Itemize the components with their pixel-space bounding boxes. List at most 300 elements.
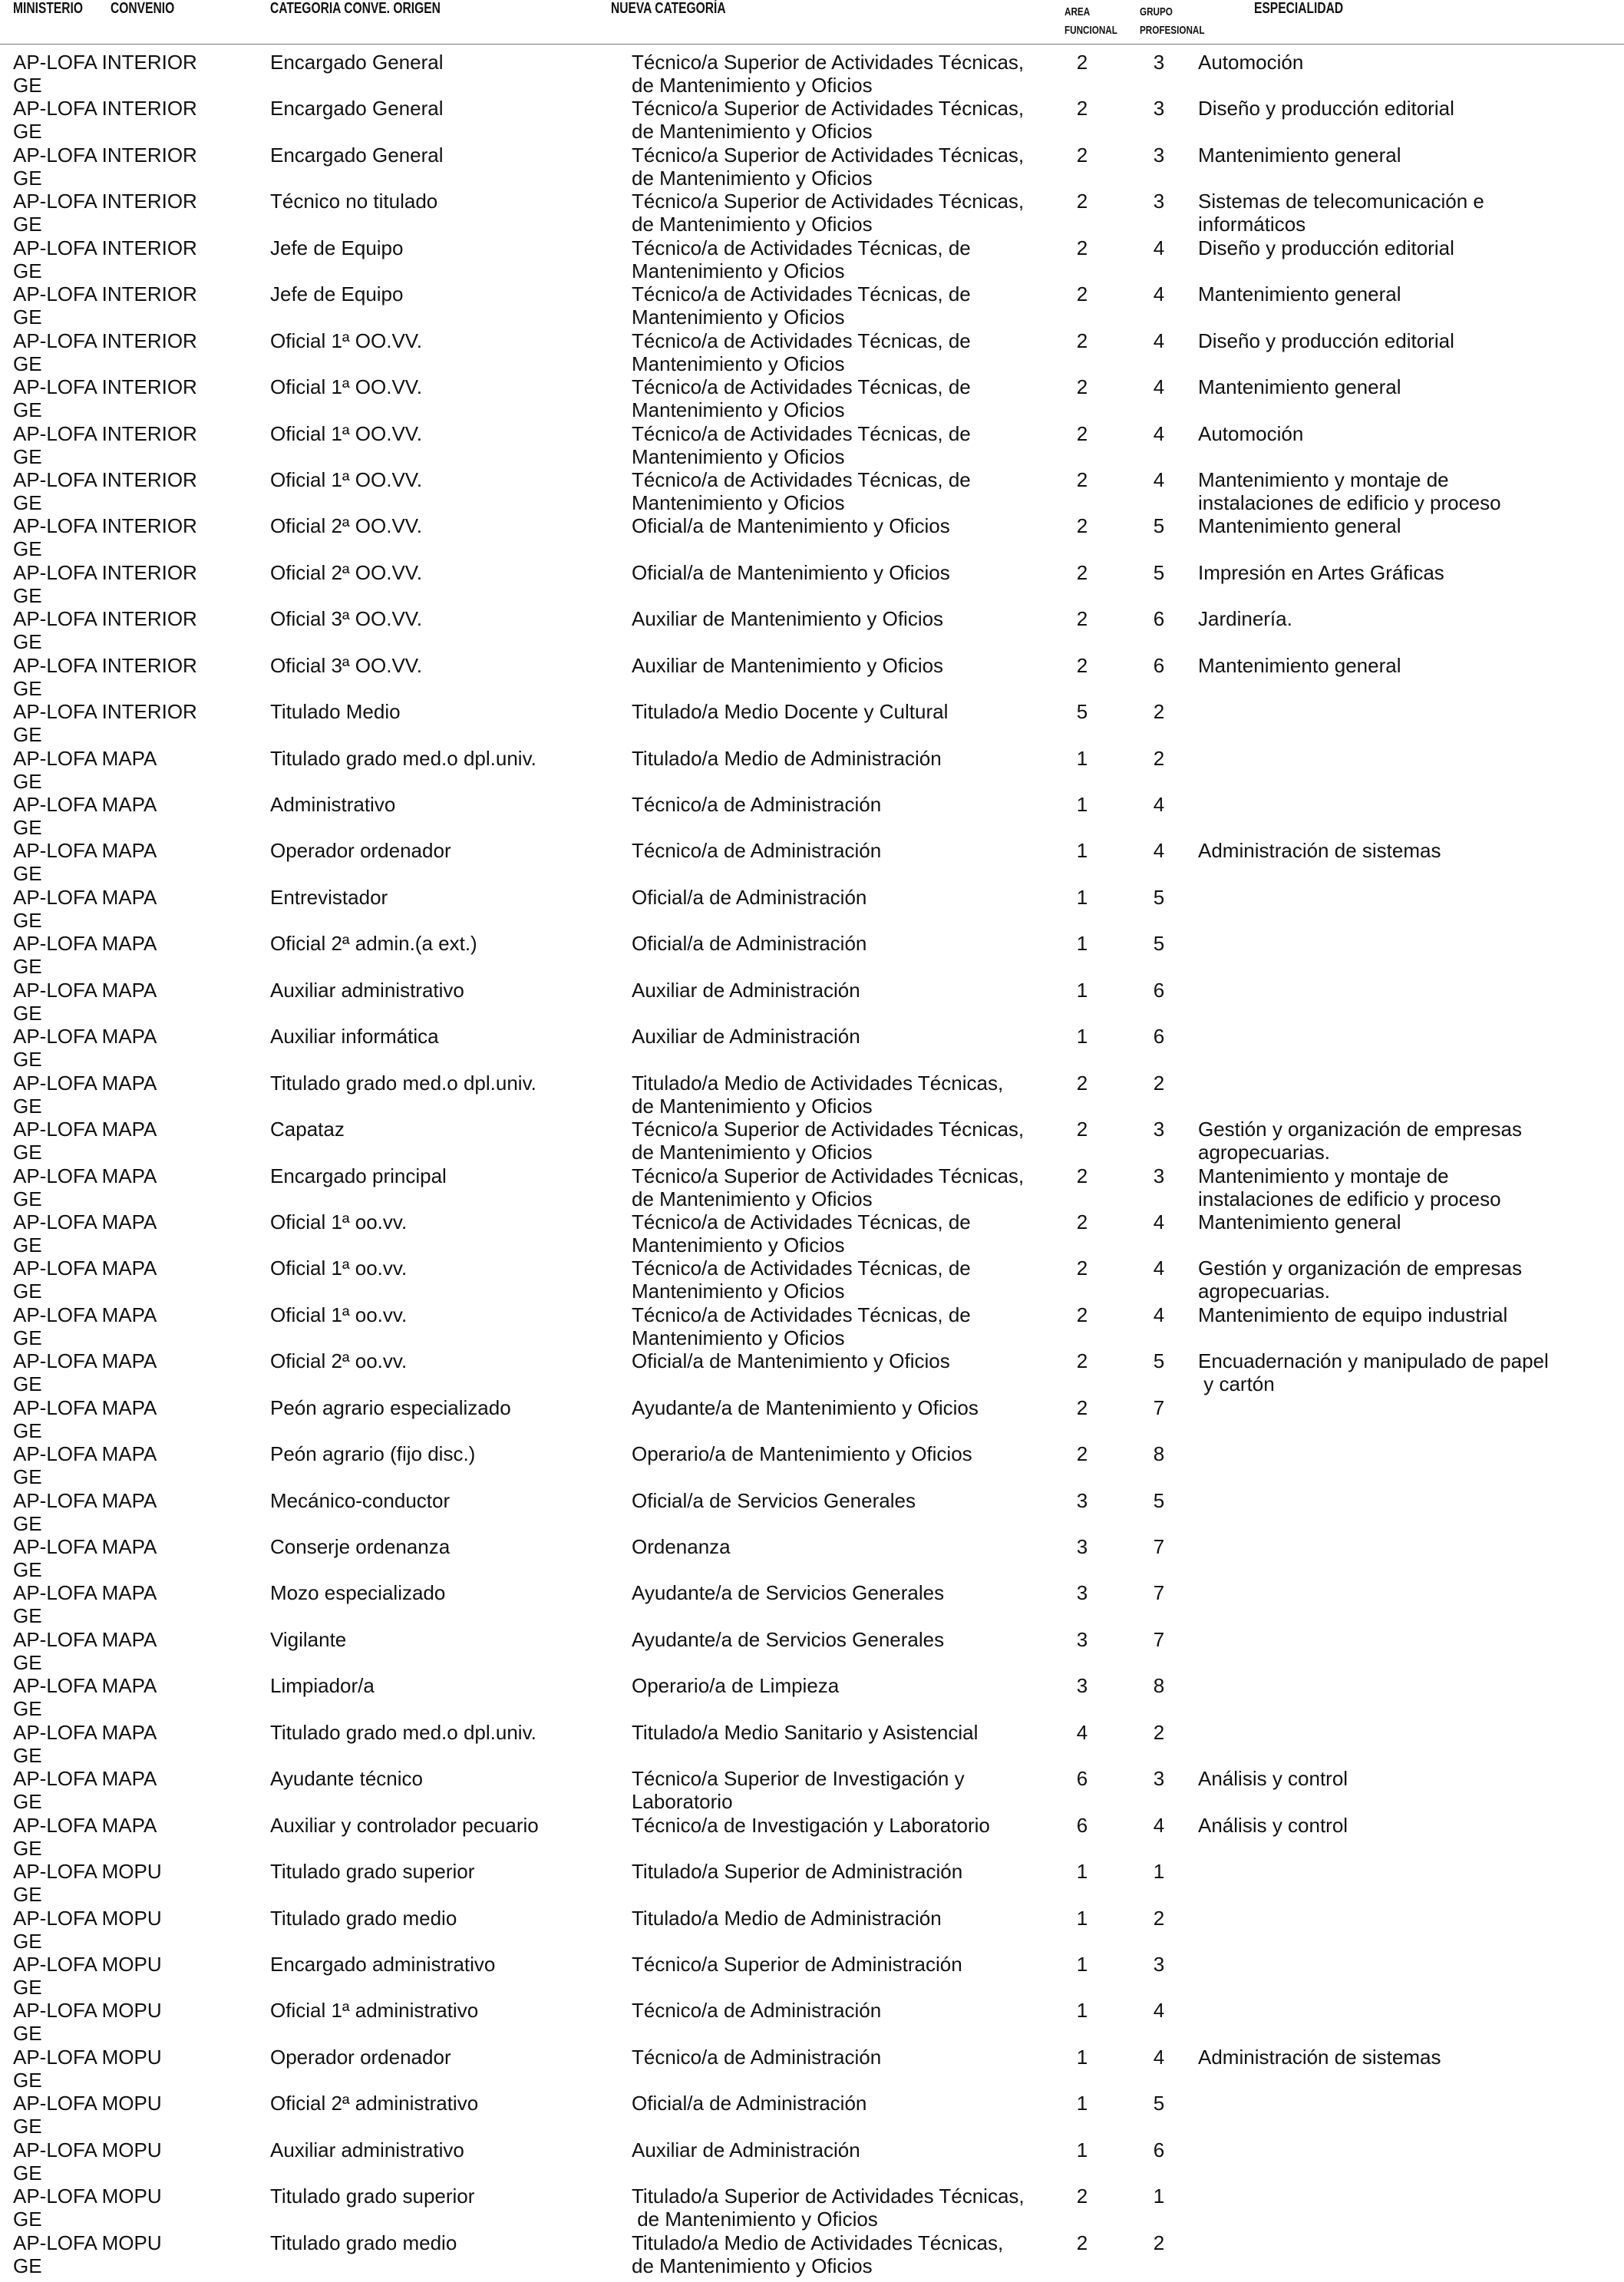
cell-categoria-origen: Oficial 1ª OO.VV.: [270, 467, 422, 491]
especialidad-line: Automoción: [1198, 51, 1304, 74]
cell-categoria-origen: Auxiliar administrativo: [270, 2138, 464, 2161]
table-row: [0, 886, 1624, 932]
cell-area-funcional: 2: [1076, 375, 1088, 399]
cell-nueva-categoria: [632, 2138, 1046, 2161]
cell-categoria-origen: Conserje ordenanza: [270, 1535, 451, 1558]
cell-especialidad: [1198, 190, 1612, 236]
cell-area-funcional: 2: [1076, 1303, 1088, 1326]
nueva-categoria-line: Técnico/a de Actividades Técnicas, de: [632, 467, 971, 491]
cell-grupo-profesional: 4: [1153, 329, 1165, 352]
nueva-categoria-line: Técnico/a de Administración: [632, 839, 882, 863]
cell-grupo-profesional: 8: [1153, 1442, 1165, 1466]
cell-ministerio: [13, 1025, 274, 1071]
table-row: [0, 144, 1624, 190]
cell-categoria-origen: Oficial 1ª oo.vv.: [270, 1210, 408, 1233]
ministerio-suffix: GE: [13, 630, 42, 654]
cell-ministerio: [13, 1072, 274, 1118]
ministerio-suffix: GE: [13, 1233, 42, 1257]
table-row: [0, 1303, 1624, 1349]
cell-grupo-profesional: 4: [1153, 1813, 1165, 1837]
table-row: [0, 1396, 1624, 1442]
table-row: [0, 2138, 1624, 2185]
cell-nueva-categoria: [632, 1210, 1046, 1257]
cell-ministerio: [13, 1257, 274, 1303]
cell-area-funcional: 5: [1076, 700, 1088, 724]
nueva-categoria-line: Técnico/a de Actividades Técnicas, de: [632, 421, 971, 445]
especialidad-line: Jardinería.: [1198, 607, 1292, 631]
cell-categoria-origen: Oficial 2ª OO.VV.: [270, 514, 422, 538]
cell-nueva-categoria: [632, 144, 1046, 190]
cell-nueva-categoria: [632, 1721, 1046, 1744]
cell-especialidad: [1198, 561, 1612, 584]
especialidad-line: Gestión y organización de empresas: [1198, 1118, 1523, 1141]
ministerio-suffix: GE: [13, 816, 42, 839]
cell-nueva-categoria: [632, 51, 1046, 97]
ministerio-text: AP-LOFA INTERIOR: [13, 329, 197, 352]
cell-area-funcional: 1: [1076, 885, 1088, 909]
ministerio-text: AP-LOFA INTERIOR: [13, 560, 197, 584]
ministerio-suffix: GE: [13, 259, 42, 282]
especialidad-line: instalaciones de edificio y proceso: [1198, 1187, 1501, 1210]
especialidad-line: Impresión en Artes Gráficas: [1198, 560, 1444, 584]
cell-categoria-origen: Mozo especializado: [270, 1581, 446, 1605]
ministerio-suffix: GE: [13, 862, 42, 886]
table-row: [0, 1953, 1624, 1999]
cell-ministerio: [13, 2185, 274, 2231]
nueva-categoria-line: Técnico/a Superior de Actividades Técnicas,: [632, 190, 1025, 213]
ministerio-suffix: GE: [13, 398, 42, 422]
nueva-categoria-line: Titulado/a Medio Docente y Cultural: [632, 700, 949, 724]
nueva-categoria-line: Oficial/a de Mantenimiento y Oficios: [632, 514, 950, 538]
cell-nueva-categoria: [632, 514, 1046, 537]
ministerio-suffix: GE: [13, 676, 42, 700]
cell-area-funcional: 2: [1076, 97, 1088, 121]
cell-area-funcional: 2: [1076, 653, 1088, 677]
ministerio-text: AP-LOFA MOPU: [13, 2231, 162, 2254]
cell-grupo-profesional: 4: [1153, 1257, 1165, 1280]
table-row: [0, 1442, 1624, 1488]
ministerio-suffix: GE: [13, 2022, 42, 2046]
cell-nueva-categoria: [632, 607, 1046, 630]
table-row: [0, 561, 1624, 607]
cell-categoria-origen: Oficial 1ª OO.VV.: [270, 329, 422, 352]
cell-nueva-categoria: [632, 1628, 1046, 1651]
cell-grupo-profesional: 4: [1153, 839, 1165, 863]
cell-nueva-categoria: [632, 932, 1046, 955]
cell-ministerio: [13, 700, 274, 746]
nueva-categoria-line: Mantenimiento y Oficios: [632, 259, 845, 282]
nueva-categoria-line: Técnico/a Superior de Actividades Técnicas,: [632, 1164, 1025, 1187]
ministerio-suffix: GE: [13, 1418, 42, 1442]
table-row: [0, 2046, 1624, 2092]
cell-grupo-profesional: 3: [1153, 1118, 1165, 1141]
ministerio-text: AP-LOFA INTERIOR: [13, 700, 197, 724]
cell-especialidad: [1198, 375, 1612, 398]
ministerio-suffix: GE: [13, 583, 42, 607]
ministerio-text: AP-LOFA MAPA: [13, 1674, 157, 1698]
cell-grupo-profesional: 5: [1153, 514, 1165, 538]
nueva-categoria-line: Mantenimiento y Oficios: [632, 1233, 845, 1257]
cell-categoria-origen: Oficial 3ª OO.VV.: [270, 653, 422, 677]
cell-ministerio: [13, 1581, 274, 1627]
especialidad-line: Mantenimiento general: [1198, 514, 1401, 538]
cell-nueva-categoria: [632, 1535, 1046, 1558]
table-row: [0, 979, 1624, 1025]
especialidad-line: Análisis y control: [1198, 1767, 1348, 1791]
cell-nueva-categoria: [632, 2231, 1046, 2277]
cell-especialidad: [1198, 607, 1612, 630]
nueva-categoria-line: Técnico/a de Actividades Técnicas, de: [632, 1257, 971, 1280]
ministerio-suffix: GE: [13, 1141, 42, 1164]
ministerio-suffix: GE: [13, 2115, 42, 2138]
ministerio-text: AP-LOFA MOPU: [13, 1952, 162, 1976]
cell-grupo-profesional: 3: [1153, 1767, 1165, 1791]
ministerio-suffix: GE: [13, 1465, 42, 1489]
especialidad-line: Sistemas de telecomunicación e: [1198, 190, 1484, 213]
cell-ministerio: [13, 793, 274, 839]
cell-grupo-profesional: 6: [1153, 978, 1165, 1002]
cell-grupo-profesional: 4: [1153, 375, 1165, 399]
cell-ministerio: [13, 979, 274, 1025]
nueva-categoria-line: Técnico/a de Administración: [632, 793, 882, 816]
table-row: [0, 607, 1624, 653]
cell-area-funcional: 2: [1076, 467, 1088, 491]
cell-ministerio: [13, 1535, 274, 1581]
cell-categoria-origen: Titulado grado superior: [270, 2185, 475, 2208]
cell-area-funcional: 2: [1076, 514, 1088, 538]
cell-especialidad: [1198, 1164, 1612, 1210]
cell-grupo-profesional: 4: [1153, 282, 1165, 306]
cell-ministerio: [13, 236, 274, 282]
especialidad-line: Mantenimiento general: [1198, 143, 1401, 167]
cell-categoria-origen: Oficial 2ª OO.VV.: [270, 560, 422, 584]
nueva-categoria-line: Titulado/a Superior de Actividades Técnicas,: [632, 2185, 1025, 2208]
especialidad-line: agropecuarias.: [1198, 1141, 1330, 1164]
cell-especialidad: [1198, 468, 1612, 514]
cell-nueva-categoria: [632, 375, 1046, 421]
table-row: [0, 1025, 1624, 1071]
nueva-categoria-line: de Mantenimiento y Oficios: [632, 1187, 873, 1210]
header-grupo-profesional: [1140, 3, 1205, 40]
especialidad-line: Mantenimiento general: [1198, 1210, 1401, 1233]
cell-nueva-categoria: [632, 1349, 1046, 1372]
header-area-line2: FUNCIONAL: [1065, 24, 1117, 37]
cell-categoria-origen: Ayudante técnico: [270, 1767, 423, 1791]
nueva-categoria-line: Técnico/a de Actividades Técnicas, de: [632, 1303, 971, 1326]
cell-nueva-categoria: [632, 422, 1046, 468]
cell-especialidad: [1198, 1767, 1612, 1790]
nueva-categoria-line: Titulado/a Medio de Administración: [632, 746, 942, 770]
cell-especialidad: [1198, 144, 1612, 167]
ministerio-suffix: GE: [13, 1929, 42, 1953]
cell-ministerio: [13, 607, 274, 653]
cell-categoria-origen: Entrevistador: [270, 885, 388, 909]
cell-especialidad: [1198, 1303, 1612, 1326]
nueva-categoria-line: Técnico/a de Actividades Técnicas, de: [632, 236, 971, 259]
ministerio-suffix: GE: [13, 955, 42, 979]
nueva-categoria-line: de Mantenimiento y Oficios: [632, 166, 873, 190]
cell-grupo-profesional: 5: [1153, 885, 1165, 909]
ministerio-text: AP-LOFA MAPA: [13, 746, 157, 770]
ministerio-suffix: GE: [13, 1604, 42, 1628]
table-row: [0, 1860, 1624, 1906]
cell-grupo-profesional: 1: [1153, 1860, 1165, 1884]
ministerio-suffix: GE: [13, 1511, 42, 1535]
table-row: [0, 1535, 1624, 1581]
ministerio-suffix: GE: [13, 723, 42, 747]
cell-area-funcional: 2: [1076, 190, 1088, 213]
especialidad-line: Administración de sistemas: [1198, 2045, 1441, 2069]
especialidad-line: Mantenimiento y montaje de: [1198, 1164, 1449, 1187]
nueva-categoria-line: Mantenimiento y Oficios: [632, 1326, 845, 1349]
table-row: [0, 1210, 1624, 1257]
cell-ministerio: [13, 1628, 274, 1674]
cell-grupo-profesional: 2: [1153, 1071, 1165, 1095]
cell-grupo-profesional: 4: [1153, 1210, 1165, 1233]
cell-grupo-profesional: 4: [1153, 793, 1165, 816]
cell-categoria-origen: Encargado administrativo: [270, 1952, 496, 1976]
cell-area-funcional: 2: [1076, 51, 1088, 74]
ministerio-text: AP-LOFA INTERIOR: [13, 467, 197, 491]
cell-nueva-categoria: [632, 1257, 1046, 1303]
especialidad-line: Análisis y control: [1198, 1813, 1348, 1837]
nueva-categoria-line: Técnico/a Superior de Actividades Técnicas,: [632, 1118, 1025, 1141]
table-row: [0, 236, 1624, 282]
nueva-categoria-line: Ayudante/a de Servicios Generales: [632, 1581, 945, 1605]
table-row: [0, 1118, 1624, 1164]
cell-area-funcional: 3: [1076, 1627, 1088, 1651]
cell-grupo-profesional: 2: [1153, 1906, 1165, 1930]
cell-especialidad: [1198, 422, 1612, 445]
cell-especialidad: [1198, 236, 1612, 259]
ministerio-text: AP-LOFA MAPA: [13, 1720, 157, 1744]
ministerio-text: AP-LOFA INTERIOR: [13, 653, 197, 677]
header-grupo-line1: GRUPO: [1140, 5, 1173, 18]
cell-categoria-origen: Titulado grado superior: [270, 1860, 475, 1884]
cell-categoria-origen: Peón agrario especializado: [270, 1395, 511, 1419]
cell-ministerio: [13, 1907, 274, 1953]
cell-especialidad: [1198, 1257, 1612, 1303]
cell-categoria-origen: Peón agrario (fijo disc.): [270, 1442, 476, 1466]
cell-nueva-categoria: [632, 236, 1046, 282]
cell-area-funcional: 2: [1076, 2185, 1088, 2208]
ministerio-text: AP-LOFA MAPA: [13, 932, 157, 956]
cell-grupo-profesional: 4: [1153, 2045, 1165, 2069]
cell-area-funcional: 2: [1076, 1210, 1088, 1233]
especialidad-line: Mantenimiento general: [1198, 653, 1401, 677]
cell-area-funcional: 1: [1076, 793, 1088, 816]
ministerio-suffix: GE: [13, 444, 42, 468]
cell-ministerio: [13, 1999, 274, 2045]
cell-categoria-origen: Oficial 1ª oo.vv.: [270, 1303, 408, 1326]
cell-area-funcional: 2: [1076, 1071, 1088, 1095]
header-categoria-origen: CATEGORIA CONVE. ORIGEN: [270, 0, 441, 17]
ministerio-suffix: GE: [13, 213, 42, 236]
cell-grupo-profesional: 3: [1153, 143, 1165, 167]
cell-area-funcional: 1: [1076, 839, 1088, 863]
header-convenio: CONVENIO: [111, 0, 175, 17]
nueva-categoria-line: Técnico/a Superior de Actividades Técnicas,: [632, 97, 1025, 121]
table-row: [0, 1767, 1624, 1813]
cell-especialidad: [1198, 1814, 1612, 1837]
cell-especialidad: [1198, 2046, 1612, 2069]
cell-ministerio: [13, 51, 274, 97]
table-row: [0, 1349, 1624, 1395]
cell-area-funcional: 1: [1076, 1952, 1088, 1976]
ministerio-suffix: GE: [13, 120, 42, 144]
cell-nueva-categoria: [632, 979, 1046, 1002]
cell-categoria-origen: Titulado grado medio: [270, 1906, 457, 1930]
ministerio-suffix: GE: [13, 352, 42, 375]
nueva-categoria-line: Técnico/a de Actividades Técnicas, de: [632, 329, 971, 352]
cell-categoria-origen: Auxiliar administrativo: [270, 978, 464, 1002]
cell-area-funcional: 6: [1076, 1767, 1088, 1791]
nueva-categoria-line: Mantenimiento y Oficios: [632, 444, 845, 468]
table-row: [0, 1907, 1624, 1953]
cell-nueva-categoria: [632, 282, 1046, 329]
nueva-categoria-line: Técnico/a Superior de Investigación y: [632, 1767, 965, 1791]
nueva-categoria-line: Oficial/a de Administración: [632, 885, 867, 909]
especialidad-line: Encuadernación y manipulado de papel: [1198, 1349, 1549, 1373]
cell-ministerio: [13, 2092, 274, 2138]
table-row: [0, 1628, 1624, 1674]
ministerio-text: AP-LOFA INTERIOR: [13, 282, 197, 306]
cell-especialidad: [1198, 1349, 1612, 1395]
cell-especialidad: [1198, 51, 1612, 74]
table-row: [0, 329, 1624, 375]
cell-especialidad: [1198, 839, 1612, 862]
cell-nueva-categoria: [632, 97, 1046, 143]
cell-ministerio: [13, 747, 274, 793]
nueva-categoria-line: Mantenimiento y Oficios: [632, 352, 845, 375]
ministerio-suffix: GE: [13, 1048, 42, 1072]
especialidad-line: informáticos: [1198, 213, 1306, 236]
cell-especialidad: [1198, 654, 1612, 677]
nueva-categoria-line: Auxiliar de Administración: [632, 1025, 860, 1049]
cell-nueva-categoria: [632, 329, 1046, 375]
table-row: [0, 514, 1624, 560]
cell-ministerio: [13, 1767, 274, 1813]
table-row: [0, 1721, 1624, 1767]
table-row: [0, 1489, 1624, 1535]
ministerio-suffix: GE: [13, 1697, 42, 1721]
nueva-categoria-line: Auxiliar de Mantenimiento y Oficios: [632, 607, 944, 631]
cell-grupo-profesional: 4: [1153, 467, 1165, 491]
ministerio-suffix: GE: [13, 1326, 42, 1349]
ministerio-text: AP-LOFA MAPA: [13, 1442, 157, 1466]
ministerio-text: AP-LOFA INTERIOR: [13, 51, 197, 74]
cell-grupo-profesional: 7: [1153, 1581, 1165, 1605]
nueva-categoria-line: Técnico/a Superior de Administración: [632, 1952, 962, 1976]
cell-categoria-origen: Oficial 2ª admin.(a ext.): [270, 932, 477, 956]
ministerio-text: AP-LOFA INTERIOR: [13, 97, 197, 121]
cell-categoria-origen: Encargado principal: [270, 1164, 447, 1187]
cell-nueva-categoria: [632, 1164, 1046, 1210]
cell-ministerio: [13, 375, 274, 421]
cell-grupo-profesional: 6: [1153, 653, 1165, 677]
cell-nueva-categoria: [632, 190, 1046, 236]
table-row: [0, 839, 1624, 885]
ministerio-suffix: GE: [13, 1743, 42, 1767]
especialidad-line: instalaciones de edificio y proceso: [1198, 490, 1501, 514]
table-row: [0, 1674, 1624, 1720]
cell-nueva-categoria: [632, 886, 1046, 909]
especialidad-line: y cartón: [1198, 1372, 1275, 1396]
cell-nueva-categoria: [632, 700, 1046, 723]
ministerio-text: AP-LOFA INTERIOR: [13, 607, 197, 631]
ministerio-suffix: GE: [13, 1558, 42, 1581]
cell-area-funcional: 2: [1076, 1118, 1088, 1141]
nueva-categoria-line: de Mantenimiento y Oficios: [632, 2254, 873, 2277]
cell-area-funcional: 1: [1076, 1906, 1088, 1930]
cell-grupo-profesional: 1: [1153, 2185, 1165, 2208]
cell-grupo-profesional: 3: [1153, 1164, 1165, 1187]
cell-area-funcional: 2: [1076, 329, 1088, 352]
especialidad-line: agropecuarias.: [1198, 1280, 1330, 1303]
ministerio-suffix: GE: [13, 1001, 42, 1025]
cell-categoria-origen: Titulado grado med.o dpl.univ.: [270, 1720, 536, 1744]
cell-nueva-categoria: [632, 1303, 1046, 1349]
ministerio-text: AP-LOFA MAPA: [13, 885, 157, 909]
especialidad-line: Diseño y producción editorial: [1198, 97, 1454, 121]
especialidad-line: Mantenimiento de equipo industrial: [1198, 1303, 1508, 1326]
cell-categoria-origen: Titulado grado medio: [270, 2231, 457, 2254]
header-especialidad: ESPECIALIDAD: [1254, 0, 1344, 17]
cell-ministerio: [13, 1442, 274, 1488]
ministerio-text: AP-LOFA INTERIOR: [13, 190, 197, 213]
ministerio-text: AP-LOFA MOPU: [13, 2045, 162, 2069]
cell-nueva-categoria: [632, 654, 1046, 677]
cell-especialidad: [1198, 329, 1612, 352]
cell-especialidad: [1198, 514, 1612, 537]
header-grupo-line2: PROFESIONAL: [1140, 24, 1205, 37]
ministerio-suffix: GE: [13, 1650, 42, 1674]
table-row: [0, 2092, 1624, 2138]
cell-ministerio: [13, 2138, 274, 2185]
cell-categoria-origen: Mecánico-conductor: [270, 1488, 451, 1512]
ministerio-suffix: GE: [13, 2161, 42, 2185]
table-row: [0, 1814, 1624, 1860]
nueva-categoria-line: de Mantenimiento y Oficios: [632, 213, 873, 236]
ministerio-text: AP-LOFA MAPA: [13, 839, 157, 863]
nueva-categoria-line: Oficial/a de Servicios Generales: [632, 1488, 916, 1512]
nueva-categoria-line: Titulado/a Medio de Actividades Técnicas,: [632, 1071, 1004, 1095]
ministerio-text: AP-LOFA MAPA: [13, 1025, 157, 1049]
cell-grupo-profesional: 2: [1153, 1720, 1165, 1744]
nueva-categoria-line: Técnico/a de Investigación y Laboratorio: [632, 1813, 990, 1837]
especialidad-line: Automoción: [1198, 421, 1304, 445]
cell-categoria-origen: Encargado General: [270, 51, 444, 74]
ministerio-text: AP-LOFA MAPA: [13, 1395, 157, 1419]
cell-ministerio: [13, 1814, 274, 1860]
nueva-categoria-line: Auxiliar de Administración: [632, 978, 860, 1002]
nueva-categoria-line: Técnico/a de Actividades Técnicas, de: [632, 1210, 971, 1233]
cell-ministerio: [13, 654, 274, 700]
cell-categoria-origen: Oficial 1ª OO.VV.: [270, 375, 422, 399]
cell-ministerio: [13, 144, 274, 190]
cell-ministerio: [13, 561, 274, 607]
cell-area-funcional: 3: [1076, 1674, 1088, 1698]
ministerio-suffix: GE: [13, 74, 42, 97]
ministerio-suffix: GE: [13, 1187, 42, 1210]
nueva-categoria-line: Oficial/a de Administración: [632, 2092, 867, 2115]
ministerio-suffix: GE: [13, 1372, 42, 1396]
table-row: [0, 97, 1624, 143]
nueva-categoria-line: Operario/a de Mantenimiento y Oficios: [632, 1442, 972, 1466]
cell-nueva-categoria: [632, 839, 1046, 862]
cell-grupo-profesional: 3: [1153, 51, 1165, 74]
cell-nueva-categoria: [632, 1767, 1046, 1813]
